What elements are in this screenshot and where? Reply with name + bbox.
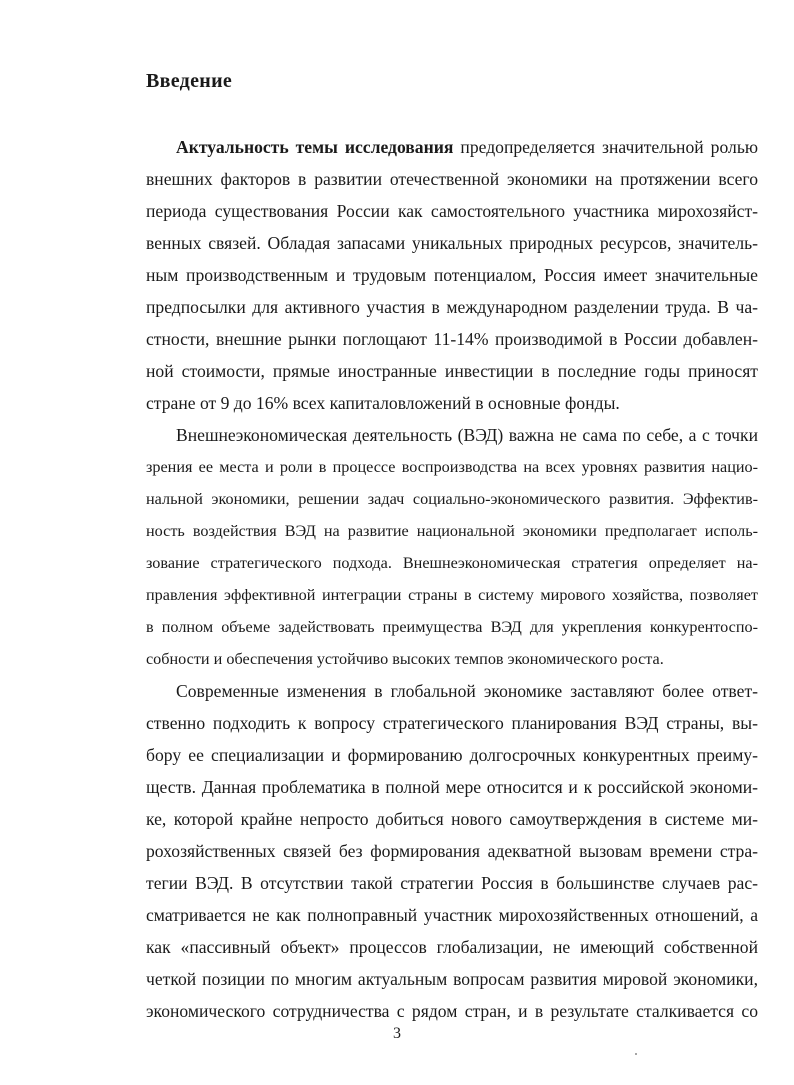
para1-line-4: венных связей. Обладая запасами уникальных природных ресурсов, значитель- bbox=[146, 233, 758, 253]
para3-line-8: сматривается не как полноправный участник мирохозяйственных отношений, а bbox=[146, 905, 758, 925]
para2-line-5: зование стратегического подхода. Внешнеэкономическая стратегия определяет на- bbox=[146, 554, 758, 572]
para3-line-6: рохозяйственных связей без формирования адекватной вызовам времени стра- bbox=[146, 841, 758, 861]
section-heading: Введение bbox=[146, 70, 233, 92]
para3-line-11: экономического сотрудничества с рядом стран, и в результате сталкивается со bbox=[146, 1001, 758, 1021]
para3-line-1: Современные изменения в глобальной экономике заставляют более ответ- bbox=[176, 681, 758, 701]
para1-line-1 bbox=[176, 136, 758, 158]
para3-line-2: ственно подходить к вопросу стратегического планирования ВЭД страны, вы- bbox=[146, 713, 758, 733]
para3-line-10: четкой позиции по многим актуальным вопросам развития мировой экономики, bbox=[146, 969, 758, 989]
para1-line-6: предпосылки для активного участия в международном разделении труда. В ча- bbox=[146, 297, 758, 317]
para1-line-3: периода существования России как самостоятельного участника мирохозяйст- bbox=[146, 201, 758, 221]
para3-line-9: как «пассивный объект» процессов глобализации, не имеющий собственной bbox=[146, 937, 758, 957]
para3-line-7: тегии ВЭД. В отсутствии такой стратегии Россия в большинстве случаев рас- bbox=[146, 873, 758, 893]
para3-line-4: ществ. Данная проблематика в полной мере относится и к российской экономи- bbox=[146, 777, 758, 797]
scan-speck bbox=[635, 1053, 637, 1055]
page-number: 3 bbox=[393, 1025, 401, 1042]
para2-line-2: зрения ее места и роли в процессе воспроизводства на всех уровнях развития нацио- bbox=[146, 458, 758, 476]
para2-line-7: в полном объеме задействовать преимущества ВЭД для укрепления конкурентоспо- bbox=[146, 618, 758, 636]
para2-line-6: правления эффективной интеграции страны в систему мирового хозяйства, позволяет bbox=[146, 586, 758, 604]
para1-line-7: стности, внешние рынки поглощают 11-14% производимой в России добавлен- bbox=[146, 329, 758, 349]
para1-line-8: ной стоимости, прямые иностранные инвестиции в последние годы приносят bbox=[146, 361, 758, 381]
para2-line-3: нальной экономики, решении задач социально-экономического развития. Эффектив- bbox=[146, 490, 758, 508]
para2-line-8: собности и обеспечения устойчиво высоких темпов экономического роста. bbox=[146, 650, 664, 668]
para2-line-4: ность воздействия ВЭД на развитие национальной экономики предполагает исполь- bbox=[146, 522, 758, 540]
para3-line-5: ке, которой крайне непросто добиться нового самоутверждения в системе ми- bbox=[146, 809, 758, 829]
para1-line-2: внешних факторов в развитии отечественной экономики на протяжении всего bbox=[146, 169, 758, 189]
para3-line-3: бору ее специализации и формированию долгосрочных конкурентных преиму- bbox=[146, 745, 758, 765]
para1-line-5: ным производственным и трудовым потенциалом, Россия имеет значительные bbox=[146, 265, 758, 285]
para1-lead-bold: Актуальность темы исследования bbox=[176, 137, 454, 157]
para2-line-1: Внешнеэкономическая деятельность (ВЭД) важна не сама по себе, а с точки bbox=[176, 425, 758, 445]
para1-line-9: стране от 9 до 16% всех капиталовложений в основные фонды. bbox=[146, 393, 620, 413]
para1-text-1: предопределяется значительной ролью bbox=[453, 137, 758, 157]
